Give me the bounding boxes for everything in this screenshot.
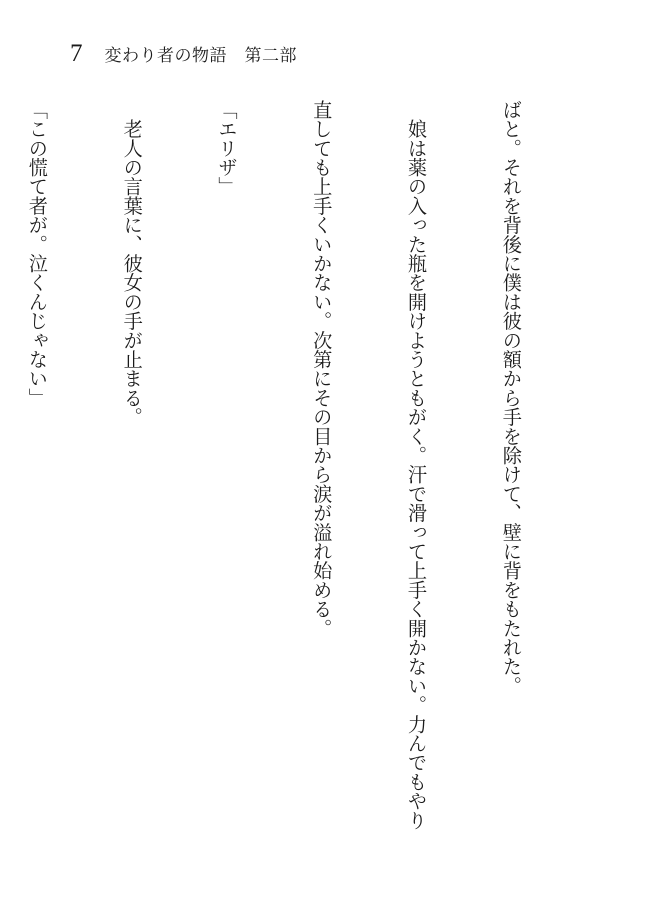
text-line: 「エリザ」 xyxy=(215,100,239,196)
running-title: 変わり者の物語 第二部 xyxy=(104,46,297,66)
text-line: 娘は薬の入った瓶を開けようともがく。汗で滑って上手く開かない。力んでもやり xyxy=(405,100,429,830)
text-line: ばと。それを背後に僕は彼の額から手を除けて、壁に背をもたれた。 xyxy=(499,100,523,696)
text-line: 老人の言葉に、彼女の手が止まる。 xyxy=(120,100,144,427)
vertical-text-body xyxy=(0,100,590,890)
page-header xyxy=(70,40,297,68)
text-line: 直しても上手くいかない。次第にその目から涙が溢れ始める。 xyxy=(310,100,334,638)
text-line: 「この慌て者が。泣くんじゃない」 xyxy=(25,100,49,408)
page-number: 7 xyxy=(70,40,83,67)
